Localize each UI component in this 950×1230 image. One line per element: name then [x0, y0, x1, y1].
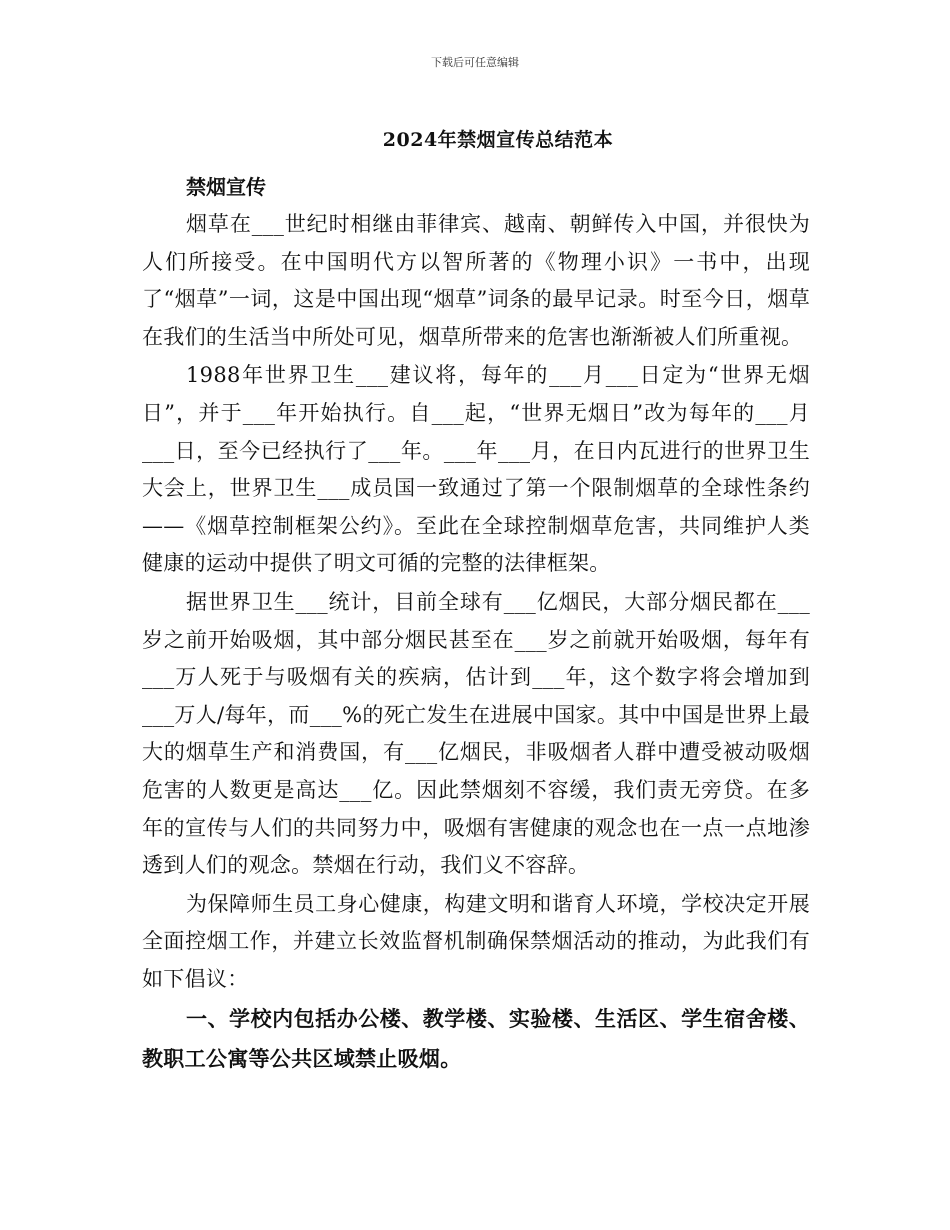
- bold-item-smoking-ban: 一、学校内包括办公楼、教学楼、实验楼、生活区、学生宿舍楼、教职工公寓等公共区域禁止吸烟。: [142, 1006, 810, 1072]
- paragraph-statistics: 据世界卫生___统计，目前全球有___亿烟民，大部分烟民都在___岁之前开始吸烟，其中部分烟民甚至在___岁之前就开始吸烟，每年有___万人死于与吸烟有关的疾病，估计到___年，这个数字将会增加到___万人/每年，而___%的死亡发生在进展中国家。其中中国是世界上最大的烟草生产和消费国，有___亿烟民，非吸烟者人群中遭受被动吸烟危害的人数更是高达___亿。因此禁烟刻不容缓，我们责无旁贷。在多年的宣传与人们的共同努力中，吸烟有害健康的观念也在一点一点地渗透到人们的观念。禁烟在行动，我们义不容辞。: [142, 589, 810, 878]
- document-title: 2024年禁烟宣传总结范本: [382, 129, 614, 151]
- paragraph-world-no-tobacco-day: 1988年世界卫生___建议将，每年的___月___日定为“世界无烟日”，并于___年开始执行。自___起，“世界无烟日”改为每年的___月___日，至今已经执行了___年。___年___月，在日内瓦进行的世界卫生大会上，世界卫生___成员国一致通过了第一个限制烟草的全球性条约——《烟草控制框架公约》。至此在全球控制烟草危害，共同维护人类健康的运动中提供了明文可循的完整的法律框架。: [142, 363, 810, 576]
- paragraph-tobacco-history: 烟草在___世纪时相继由菲律宾、越南、朝鲜传入中国，并很快为人们所接受。在中国明代方以智所著的《物理小识》一书中，出现了“烟草”一词，这是中国出现“烟草”词条的最早记录。时至今日，烟草在我们的生活当中所处可见，烟草所带来的危害也渐渐被人们所重视。: [142, 212, 810, 349]
- header-note: 下载后可任意编辑: [431, 56, 519, 69]
- section-heading: 禁烟宣传: [186, 175, 266, 199]
- document-body: [142, 168, 810, 1079]
- paragraph-school-initiative: 为保障师生员工身心健康，构建文明和谐育人环境，学校决定开展全面控烟工作，并建立长效监督机制确保禁烟活动的推动，为此我们有如下倡议：: [142, 891, 810, 991]
